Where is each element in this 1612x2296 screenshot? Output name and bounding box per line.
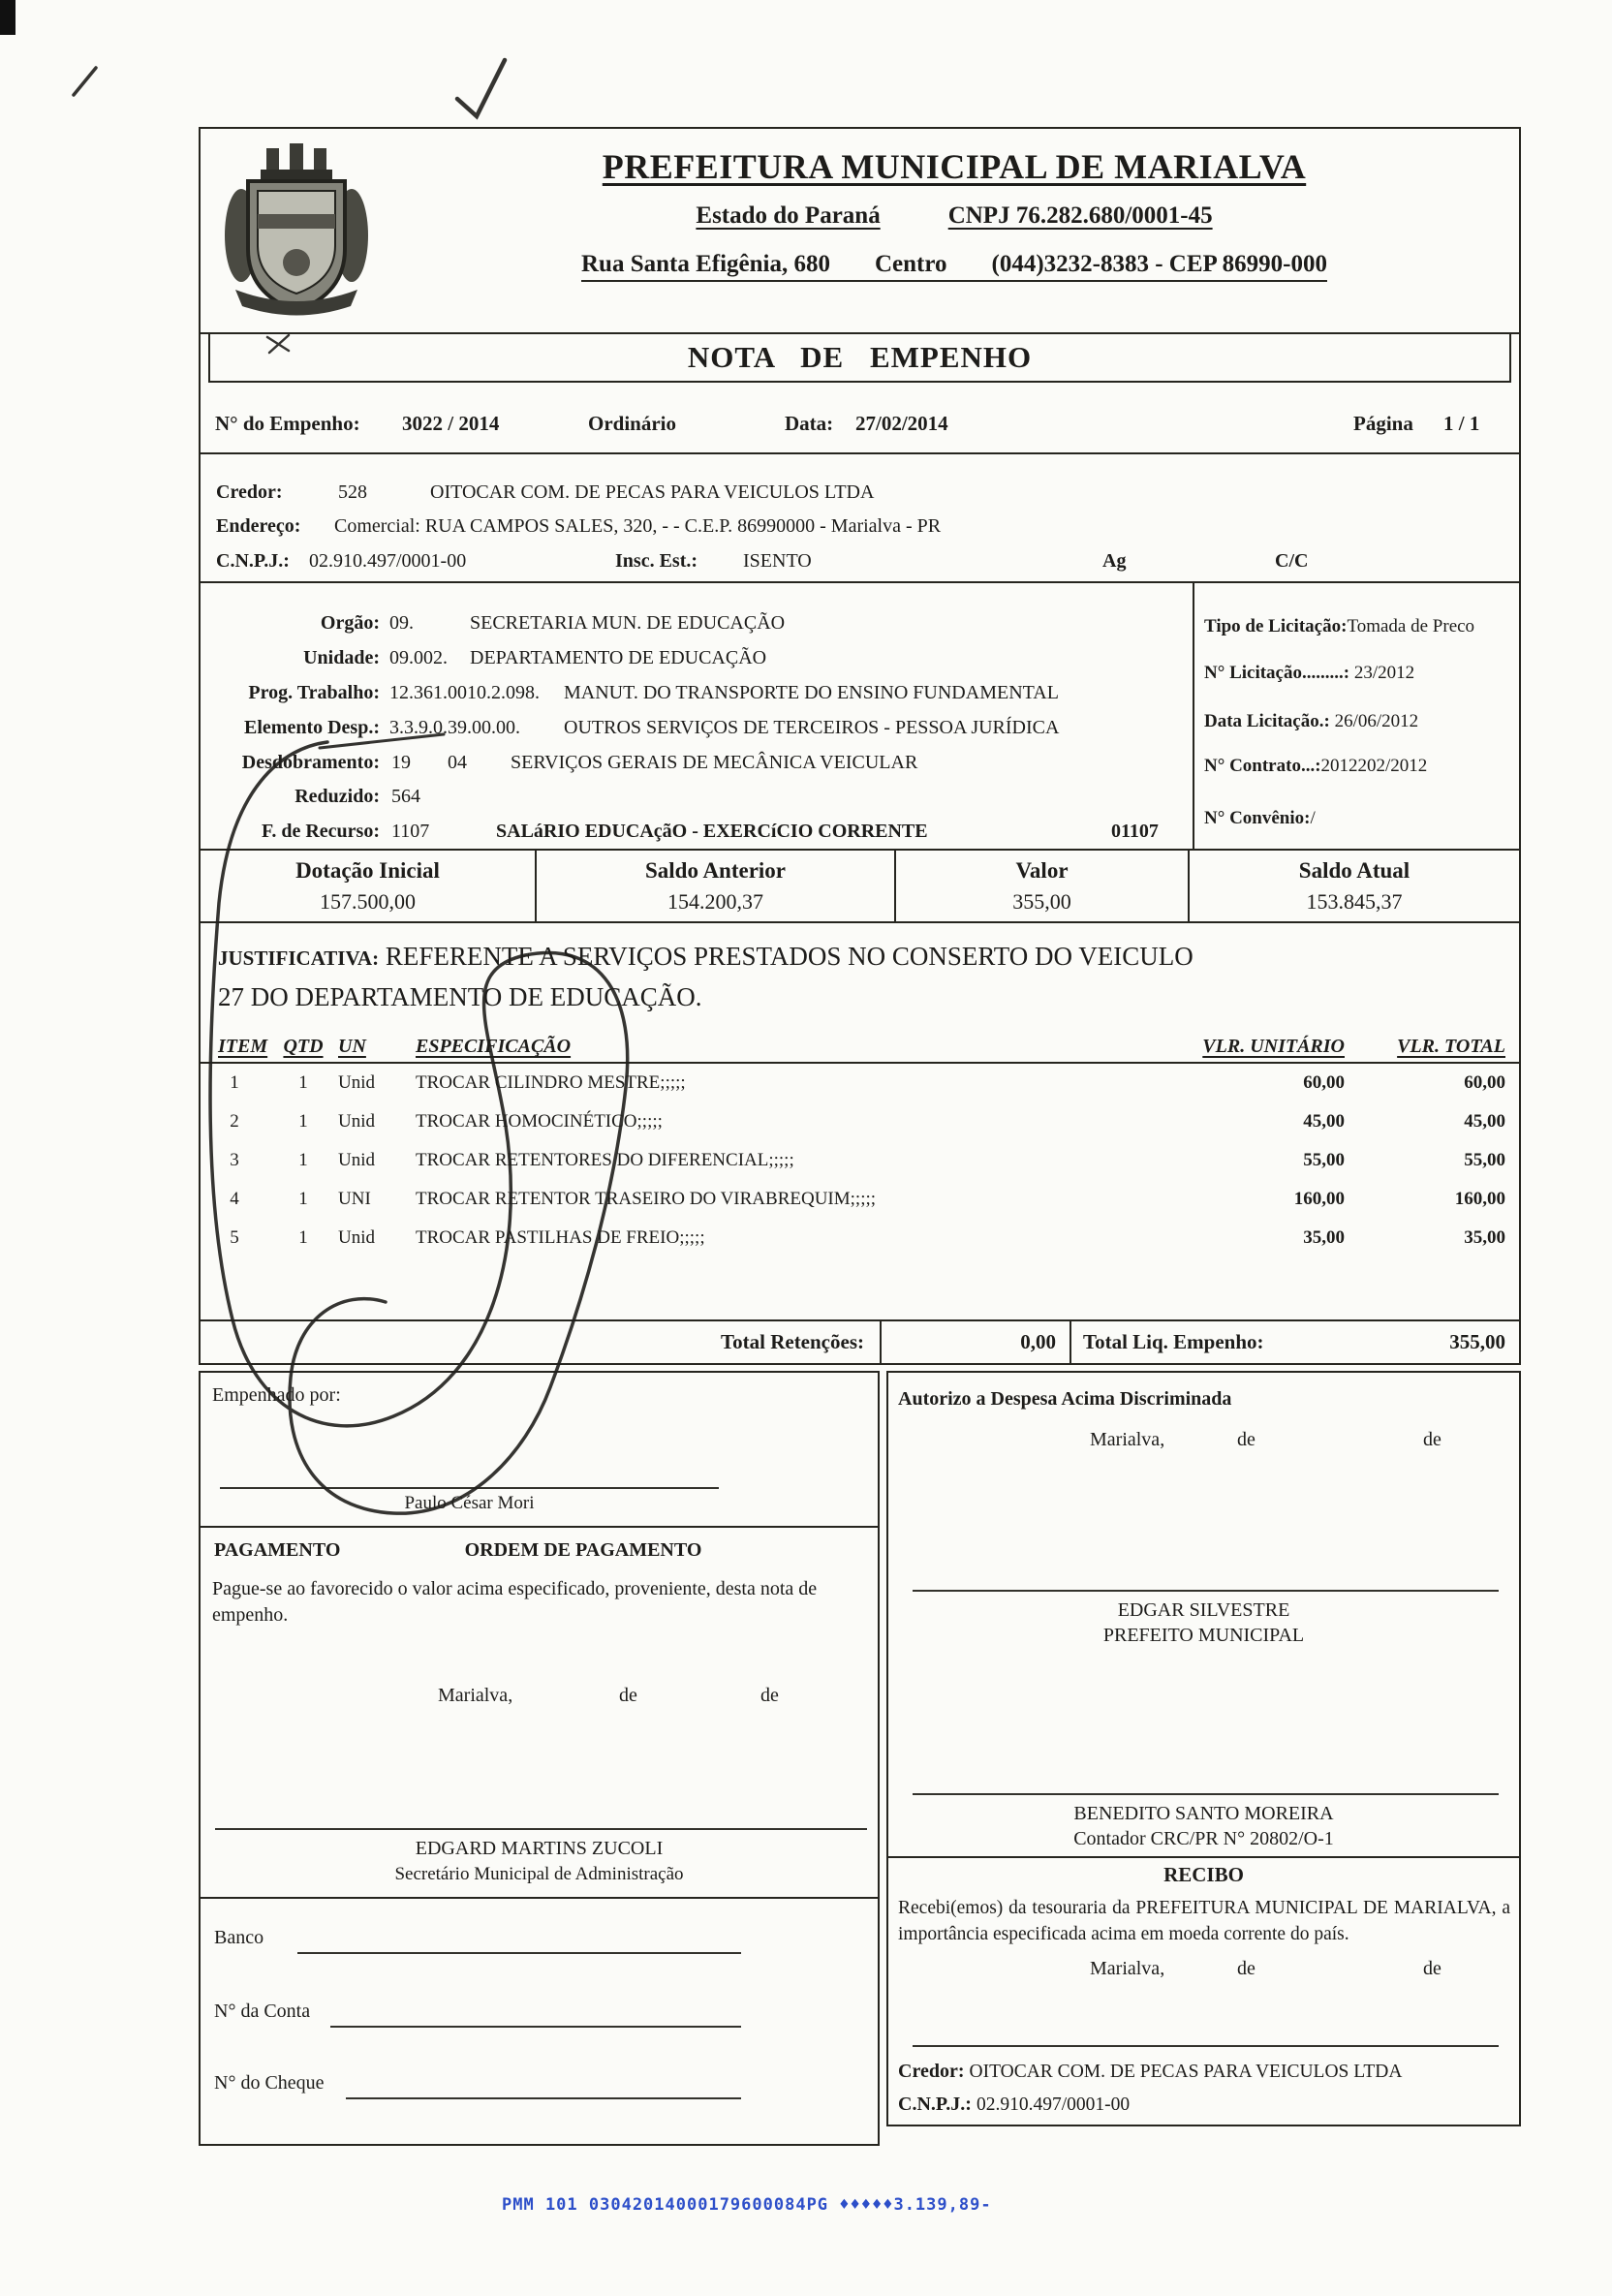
- city-blank: Marialva,: [1090, 1429, 1165, 1450]
- initial-allocation-cell: [201, 851, 535, 921]
- state-cnpj-line: [389, 202, 1519, 230]
- payment-box: [199, 1371, 880, 2146]
- nota-de-empenho-document: [199, 127, 1521, 1365]
- divider: [888, 1856, 1519, 1858]
- initial-allocation-label: Dotação Inicial: [295, 858, 440, 883]
- item-spec: TROCAR CILINDRO MESTRE;;;;;: [416, 1072, 686, 1093]
- creditor-name: OITOCAR COM. DE PECAS PARA VEICULOS LTDA: [430, 481, 875, 503]
- item-unit-price: 60,00: [1303, 1072, 1345, 1093]
- bank-field[interactable]: [297, 1952, 741, 1954]
- bidding-date-value: 26/06/2012: [1334, 711, 1419, 731]
- item-total: 55,00: [1464, 1150, 1505, 1170]
- item-unit: Unid: [338, 1072, 375, 1093]
- authorization-receipt-box: [886, 1371, 1521, 2126]
- document-type-banner: NOTA DE EMPENHO: [208, 334, 1511, 383]
- item-spec: TROCAR RETENTOR TRASEIRO DO VIRABREQUIM;;;;;: [416, 1189, 877, 1209]
- justification-label: JUSTIFICATIVA:: [218, 946, 380, 970]
- item-total: 160,00: [1454, 1189, 1505, 1209]
- secretary-name: EDGARD MARTINS ZUCOLI: [415, 1838, 664, 1859]
- fonte-recurso-num: 01107: [1111, 821, 1159, 842]
- signature-line: [913, 1793, 1499, 1795]
- item-unit: Unid: [338, 1227, 375, 1248]
- of-blank: de: [1423, 1958, 1442, 1979]
- bidding-date-line: [1204, 711, 1418, 732]
- document-header: [201, 129, 1519, 334]
- accountant-name: BENEDITO SANTO MOREIRA: [1073, 1803, 1334, 1824]
- fonte-recurso-label: F. de Recurso:: [261, 821, 380, 842]
- justification-block: [201, 923, 1519, 1030]
- net-total-value: 355,00: [1449, 1330, 1505, 1353]
- committed-by-label: Empenhado por:: [212, 1384, 341, 1406]
- col-vlr-total: VLR. TOTAL: [1397, 1036, 1505, 1057]
- balances-row: [201, 851, 1519, 923]
- bidding-date-label: Data Licitação.:: [1204, 711, 1330, 731]
- signature-line: [220, 1487, 719, 1489]
- bidding-number-line: [1204, 663, 1414, 684]
- municipality-title: PREFEITURA MUNICIPAL DE MARIALVA: [602, 147, 1307, 186]
- contract-number-value: 2012202/2012: [1320, 756, 1428, 776]
- municipality-cnpj: CNPJ 76.282.680/0001-45: [947, 202, 1213, 229]
- bidding-type-line: [1204, 616, 1474, 637]
- item-unit-price: 55,00: [1303, 1150, 1345, 1170]
- receipt-text: Recebi(emos) da tesouraria da PREFEITURA MUNICIPAL DE MARIALVA, a importância especificada acima em moeda corrente do país.: [898, 1898, 1510, 1944]
- agreement-number-value: /: [1310, 808, 1316, 828]
- empenho-type: Ordinário: [588, 412, 677, 435]
- elemento-label: Elemento Desp.:: [244, 717, 380, 738]
- col-qtd: QTD: [283, 1036, 324, 1057]
- col-un: UN: [338, 1036, 366, 1057]
- item-number: 4: [230, 1189, 239, 1209]
- page-label: Página: [1353, 412, 1413, 435]
- item-spec: TROCAR RETENTORES DO DIFERENCIAL;;;;;: [416, 1150, 794, 1170]
- account-number-label: N° da Conta: [214, 2001, 311, 2022]
- orgao-label: Orgão:: [320, 612, 380, 634]
- accountant-role: Contador CRC/PR N° 20802/O-1: [1073, 1828, 1334, 1849]
- state-reg-label: Insc. Est.:: [615, 550, 698, 572]
- item-spec: TROCAR PASTILHAS DE FREIO;;;;;: [416, 1227, 705, 1248]
- creditor-block: [201, 454, 1519, 583]
- divider: [201, 1897, 878, 1899]
- scan-artifact-corner: [0, 0, 16, 35]
- orgao-desc: SECRETARIA MUN. DE EDUCAÇÃO: [470, 612, 786, 634]
- receipt-creditor-line: [898, 2061, 1402, 2083]
- desdobramento-label: Desdobramento:: [241, 752, 380, 773]
- items-table: [201, 1030, 1519, 1319]
- bidding-type-label: Tipo de Licitação:: [1204, 616, 1348, 636]
- retentions-value: 0,00: [880, 1321, 1070, 1363]
- creditor-address: Comercial: RUA CAMPOS SALES, 320, - - C.E.P. 86990000 - Marialva - PR: [334, 515, 942, 537]
- item-unit: Unid: [338, 1150, 375, 1170]
- city-blank: Marialva,: [438, 1685, 513, 1706]
- signature-line: [913, 1590, 1499, 1592]
- classification-lines: [201, 583, 1194, 849]
- state-label: Estado do Paraná: [696, 202, 881, 229]
- committed-by-name: Paulo César Mori: [404, 1493, 535, 1513]
- items-header-row: [201, 1030, 1519, 1064]
- item-number: 3: [230, 1150, 239, 1170]
- payment-order-text: Pague-se ao favorecido o valor acima especificado, proveniente, desta nota de empenho.: [212, 1578, 818, 1626]
- bidding-number-value: 23/2012: [1353, 663, 1415, 683]
- of-blank: de: [1237, 1958, 1256, 1979]
- col-item: ITEM: [218, 1036, 268, 1057]
- table-row: [201, 1102, 1519, 1141]
- handwritten-checkmark: [457, 60, 505, 116]
- budget-classification-block: [201, 583, 1519, 851]
- date-value: 27/02/2014: [855, 412, 948, 435]
- agreement-number-label: N° Convênio:: [1204, 808, 1311, 828]
- mayor-name: EDGAR SILVESTRE: [1117, 1599, 1290, 1621]
- fonte-recurso-desc: SALáRIO EDUCAçãO - EXERCíCIO CORRENTE: [496, 821, 928, 842]
- reduzido-value: 564: [391, 786, 420, 807]
- mayor-role: PREFEITO MUNICIPAL: [1102, 1625, 1305, 1646]
- items-body: [201, 1064, 1519, 1257]
- empenho-number-row: [201, 383, 1519, 454]
- table-row: [201, 1064, 1519, 1102]
- item-qty: 1: [298, 1150, 308, 1170]
- previous-balance-cell: [535, 851, 894, 921]
- receipt-creditor-label: Credor:: [898, 2061, 965, 2082]
- justification-text: REFERENTE A SERVIÇOS PRESTADOS NO CONSERTO DO VEICULO 27 DO DEPARTAMENTO DE EDUCAÇÃO.: [218, 942, 1194, 1011]
- current-balance-label: Saldo Atual: [1298, 858, 1410, 883]
- unidade-label: Unidade:: [303, 647, 380, 668]
- initial-allocation-value: 157.500,00: [320, 889, 416, 914]
- item-qty: 1: [298, 1227, 308, 1248]
- bidding-type-value: Tomada de Preco: [1347, 616, 1475, 636]
- creditor-code: 528: [338, 481, 367, 503]
- item-total: 60,00: [1464, 1072, 1505, 1093]
- contract-number-line: [1204, 756, 1427, 777]
- col-espec: ESPECIFICAÇÃO: [416, 1036, 572, 1057]
- elemento-desc: OUTROS SERVIÇOS DE TERCEIROS - PESSOA JURÍDICA: [564, 717, 1060, 738]
- prog-trabalho-label: Prog. Trabalho:: [248, 682, 380, 703]
- payment-order-title: ORDEM DE PAGAMENTO: [464, 1539, 702, 1561]
- district: Centro: [874, 251, 947, 277]
- item-qty: 1: [298, 1111, 308, 1132]
- item-number: 1: [230, 1072, 239, 1093]
- state-reg-value: ISENTO: [743, 550, 812, 572]
- city-blank: Marialva,: [1090, 1958, 1165, 1979]
- address-line: [581, 251, 1327, 282]
- elemento-code: 3.3.9.0.39.00.00.: [389, 717, 520, 738]
- cnpj-label: C.N.P.J.:: [216, 550, 290, 572]
- item-total: 35,00: [1464, 1227, 1505, 1248]
- item-qty: 1: [298, 1072, 308, 1093]
- bank-label: Banco: [214, 1927, 264, 1948]
- desdobramento-desc: SERVIÇOS GERAIS DE MECÂNICA VEICULAR: [511, 752, 918, 773]
- page-value: 1 / 1: [1443, 412, 1480, 435]
- receipt-cnpj-value: 02.910.497/0001-00: [976, 2094, 1131, 2115]
- fonte-recurso-code: 1107: [391, 821, 430, 842]
- value-cell: [894, 851, 1188, 921]
- address-label: Endereço:: [216, 515, 301, 537]
- payment-title: PAGAMENTO: [214, 1539, 341, 1561]
- of-blank: de: [760, 1685, 779, 1706]
- net-total-label: Total Liq. Empenho:: [1083, 1330, 1264, 1353]
- contract-number-label: N° Contrato...:: [1204, 756, 1321, 776]
- previous-balance-label: Saldo Anterior: [644, 858, 787, 883]
- item-number: 2: [230, 1111, 239, 1132]
- of-blank: de: [1423, 1429, 1442, 1450]
- net-total-cell: [1070, 1321, 1519, 1363]
- unidade-desc: DEPARTAMENTO DE EDUCAÇÃO: [470, 647, 767, 668]
- account-number-field[interactable]: [330, 2026, 741, 2028]
- creditor-label: Credor:: [216, 481, 283, 503]
- item-qty: 1: [298, 1189, 308, 1209]
- of-blank: de: [619, 1685, 637, 1706]
- item-total: 45,00: [1464, 1111, 1505, 1132]
- item-unit-price: 45,00: [1303, 1111, 1345, 1132]
- current-balance-value: 153.845,37: [1306, 889, 1403, 914]
- receipt-creditor-name: OITOCAR COM. DE PECAS PARA VEICULOS LTDA: [969, 2062, 1403, 2082]
- receipt-cnpj-line: [898, 2094, 1130, 2116]
- desdobramento-code1: 19: [391, 752, 411, 773]
- creditor-cnpj: 02.910.497/0001-00: [309, 550, 467, 572]
- cheque-number-field[interactable]: [346, 2097, 741, 2099]
- street-address: Rua Santa Efigênia, 680: [580, 251, 830, 277]
- agreement-number-line: [1204, 808, 1316, 829]
- of-blank: de: [1237, 1429, 1256, 1450]
- secretary-role: Secretário Municipal de Administração: [394, 1864, 684, 1884]
- bidding-number-label: N° Licitação.........:: [1204, 663, 1350, 683]
- reduzido-label: Reduzido:: [294, 786, 380, 807]
- retentions-label: Total Retenções:: [721, 1330, 864, 1353]
- item-unit-price: 160,00: [1293, 1189, 1345, 1209]
- current-balance-cell: [1188, 851, 1519, 921]
- empenho-number-label: N° do Empenho:: [215, 412, 360, 435]
- divider: [201, 1526, 878, 1528]
- totals-row: [201, 1319, 1519, 1363]
- bidding-info-column: [1193, 583, 1519, 849]
- coat-of-arms-logo: [214, 139, 379, 318]
- signature-line: [215, 1828, 867, 1830]
- col-vlr-unitario: VLR. UNITÁRIO: [1202, 1036, 1345, 1057]
- item-number: 5: [230, 1227, 239, 1248]
- authorization-title: Autorizo a Despesa Acima Discriminada: [898, 1388, 1232, 1410]
- receipt-title: RECIBO: [1163, 1863, 1244, 1886]
- dot-matrix-processing-line: PMM 101 03042014000179600084PG ♦♦♦♦♦3.139,89-: [502, 2195, 992, 2215]
- date-label: Data:: [785, 412, 834, 435]
- phone-cep: (044)3232-8383 - CEP 86990-000: [991, 251, 1327, 277]
- receipt-cnpj-label: C.N.P.J.:: [898, 2094, 972, 2115]
- orgao-code: 09.: [389, 612, 414, 634]
- prog-trabalho-code: 12.361.0010.2.098.: [389, 682, 540, 703]
- account-label: C/C: [1275, 550, 1309, 572]
- item-unit: UNI: [338, 1189, 371, 1209]
- previous-balance-value: 154.200,37: [667, 889, 763, 914]
- table-row: [201, 1141, 1519, 1180]
- agency-label: Ag: [1102, 550, 1127, 572]
- value-label: Valor: [1015, 858, 1069, 883]
- signature-line: [913, 2045, 1499, 2047]
- item-spec: TROCAR HOMOCINÉTICO;;;;;: [416, 1111, 663, 1132]
- desdobramento-code2: 04: [448, 752, 467, 773]
- unidade-code: 09.002.: [389, 647, 448, 668]
- cheque-number-label: N° do Cheque: [214, 2072, 325, 2094]
- item-unit-price: 35,00: [1303, 1227, 1345, 1248]
- value-amount: 355,00: [1012, 889, 1071, 914]
- handwritten-tick: [74, 68, 96, 95]
- table-row: [201, 1180, 1519, 1219]
- empenho-number-value: 3022 / 2014: [402, 412, 500, 435]
- table-row: [201, 1219, 1519, 1257]
- item-unit: Unid: [338, 1111, 375, 1132]
- prog-trabalho-desc: MANUT. DO TRANSPORTE DO ENSINO FUNDAMENTAL: [564, 682, 1059, 703]
